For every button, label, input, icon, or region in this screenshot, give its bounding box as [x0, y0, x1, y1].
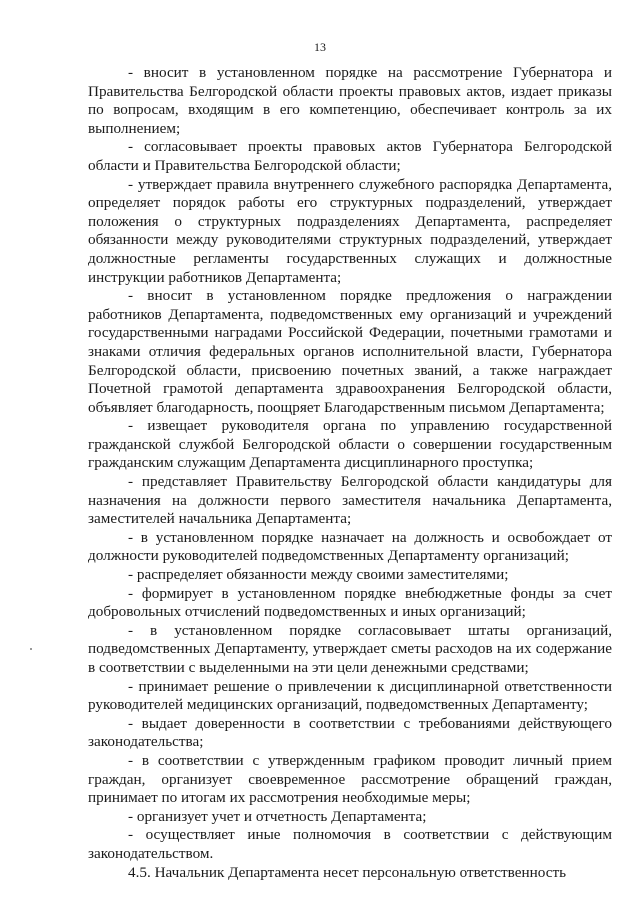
- paragraph: - в установленном порядке назначает на должность и освобождает от должности руководителей подведомственных Департаменту организаций;: [88, 528, 612, 565]
- paragraph: - вносит в установленном порядке предложения о награждении работников Департамента, подведомственных ему организаций и учреждений государственными наградами Российской Федерации, почетными грамотами и знаками отличия федеральных органов исполнительной власти, Губернатора Белгородской области, присвоению почетных званий, а также награждает Почетной грамотой департамента здравоохранения Белгородской области, объявляет благодарность, поощряет Благодарственным письмом Департамента;: [88, 287, 612, 416]
- paragraph: - согласовывает проекты правовых актов Губернатора Белгородской области и Правительства Белгородской области;: [88, 138, 612, 174]
- section-paragraph: 4.5. Начальник Департамента несет персональную ответственность: [128, 863, 567, 881]
- paragraph: - организует учет и отчетность Департамента;: [128, 807, 427, 825]
- paragraph: - распределяет обязанности между своими заместителями;: [128, 566, 509, 584]
- paragraph: - утверждает правила внутреннего служебного распорядка Департамента, определяет порядок работы его структурных подразделений, утверждает положения о структурных подразделениях Департамента, распределяет обязанности между руководителями структурных подразделений, утверждает должностные регламенты государственных служащих и должностные инструкции работников Департамента;: [88, 175, 612, 286]
- paragraph: - осуществляет иные полномочия в соответствии с действующим законодательством.: [88, 826, 612, 862]
- paragraph: - вносит в установленном порядке на рассмотрение Губернатора и Правительства Белгородской области проекты правовых актов, издает приказы по вопросам, входящим в его компетенцию, обеспечивает контроль за их выполнением;: [88, 64, 612, 137]
- paragraph: - представляет Правительству Белгородской области кандидатуры для назначения на должности первого заместителя начальника Департамента, заместителей начальника Департамента;: [88, 473, 612, 528]
- paragraph: - в установленном порядке согласовывает штаты организаций, подведомственных Департаменту, утверждает сметы расходов на их содержание в соответствии с выделенными на эти цели денежными средствами;: [88, 621, 612, 676]
- paragraph: - в соответствии с утвержденным графиком проводит личный прием граждан, организует своевременное рассмотрение обращений граждан, принимает по итогам их рассмотрения необходимые меры;: [88, 751, 612, 807]
- paragraph: - выдает доверенности в соответствии с требованиями действующего законодательства;: [88, 714, 612, 751]
- paragraph: - принимает решение о привлечении к дисциплинарной ответственности руководителей медицинских организаций, подведомственных Департаменту;: [88, 677, 612, 714]
- page-number: 13: [314, 40, 326, 54]
- scan-speck: [30, 648, 32, 650]
- document-body: [88, 64, 612, 882]
- paragraph: - формирует в установленном порядке внебюджетные фонды за счет добровольных отчислений подведомственных и иных организаций;: [88, 584, 612, 621]
- paragraph: - извещает руководителя органа по управлению государственной гражданской службой Белгородской области о совершении государственным гражданским служащим Департамента дисциплинарного проступка;: [88, 417, 612, 472]
